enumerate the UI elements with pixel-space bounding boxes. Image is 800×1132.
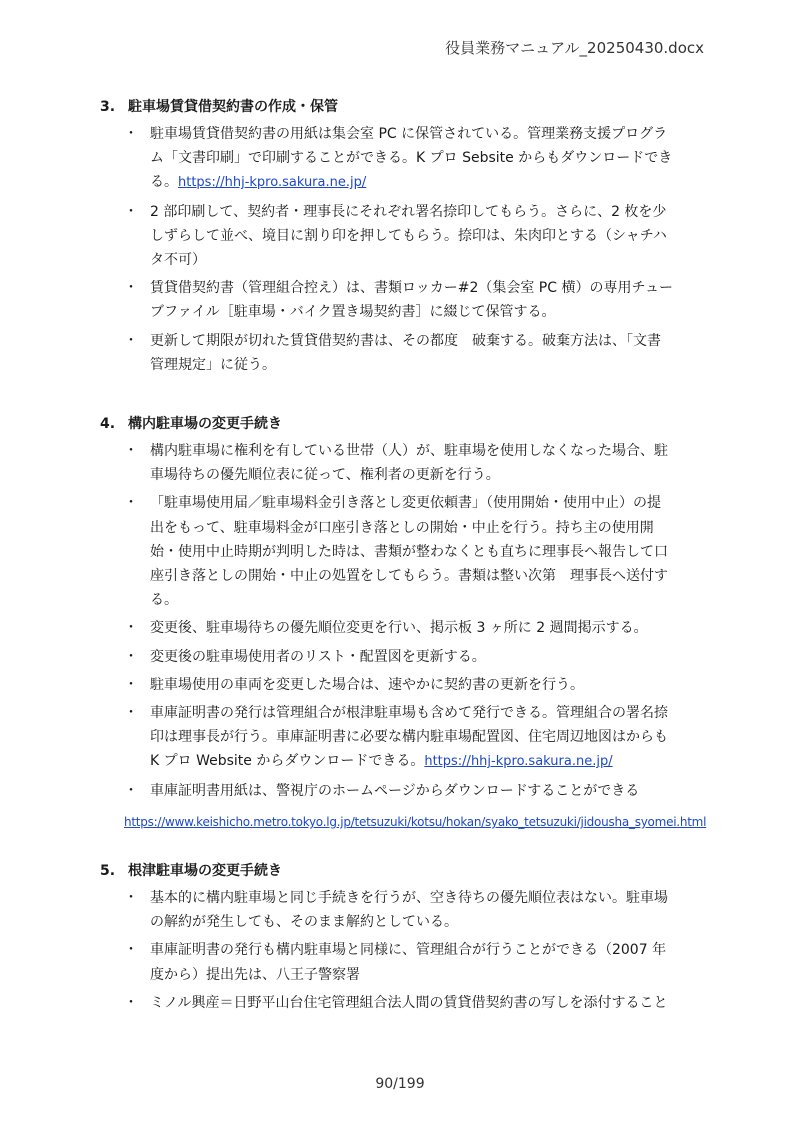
section-number: 4. <box>100 416 116 432</box>
list-item: ・ 2 部印刷して、契約者・理事長にそれぞれ署名捺印してもらう。さらに、2 枚を少 しずらして並べ、境目に割り印を押してもらう。捺印は、朱肉印とする（シャチハ タ不可） <box>100 200 705 273</box>
bullet: ・ <box>124 782 138 799</box>
section-4 <box>100 413 705 803</box>
bullet: ・ <box>124 890 138 906</box>
bullet: ・ <box>124 676 138 693</box>
section-title: 構内駐車場の変更手続き <box>128 416 282 432</box>
list-item: ・ 車庫証明書用紙は、警視庁のホームページからダウンロードすることができる <box>100 779 705 803</box>
bullet: ・ <box>124 332 138 349</box>
list-item: ・ 賃貸借契約書（管理組合控え）は、書類ロッカー#2（集会室 PC 横）の専用チュー ブファイル［駐車場・バイク置き場契約書］に綴じて保管する。 <box>100 276 705 324</box>
section-title: 駐車場賃貸借契約書の作成・保管 <box>128 99 338 115</box>
list-item: ・ 更新して期限が切れた賃貸借契約書は、その都度 破棄する。破棄方法は、「文書 管理規定」に従う。 <box>100 329 705 377</box>
list-item: ・ 「駐車場使用届／駐車場料金引き落とし変更依頼書」（使用開始・使用中止）の提 出をもって、駐車場料金が口座引き落としの開始・中止を行う。持ち主の使用開 始・使用中止時期が判明した時は、書類が整わなくとも直ちに理事長へ報告して口 座引き落としの開始・中止の処置をしてもらう。書類は整い次第 理事長へ送付す る。 <box>100 491 705 612</box>
section-number: 5. <box>100 863 116 879</box>
document-filename: 役員業務マニュアル_20250430.docx <box>445 39 704 57</box>
list-item: ・ ミノル興産＝日野平山台住宅管理組合法人間の賃貸借契約書の写しを添付すること <box>100 991 705 1015</box>
bullet: ・ <box>124 203 138 220</box>
list-item: ・ 基本的に構内駐車場と同じ手続きを行うが、空き待ちの優先順位表はない。駐車場 の解約が発生しても、そのまま解約としている。 <box>100 886 705 934</box>
bullet: ・ <box>124 942 138 959</box>
list-item: ・ 駐車場賃貸借契約書の用紙は集会室 PC に保管されている。管理業務支援プログラ ム「文書印刷」で印刷することができる。K プロ Sebsite からもダウンロードでき る。https://hhj-kpro.sakura.ne.jp/ <box>100 122 705 196</box>
bullet: ・ <box>124 280 138 297</box>
list-item: ・ 駐車場使用の車両を変更した場合は、速やかに契約書の更新を行う。 <box>100 673 705 697</box>
keishicho-link[interactable]: https://www.keishicho.metro.tokyo.lg.jp/tetsuzuki/kotsu/hokan/syako_tetsuzuki/jidousha_syomei.html <box>124 815 707 829</box>
list-item: ・ 構内駐車場に権利を有している世帯（人）が、駐車場を使用しなくなった場合、駐 車場待ちの優先順位表に従って、権利者の更新を行う。 <box>100 439 705 487</box>
kpro-website-link[interactable]: https://hhj-kpro.sakura.ne.jp/ <box>424 754 613 770</box>
bullet: ・ <box>124 126 138 142</box>
section-title: 根津駐車場の変更手続き <box>128 863 282 879</box>
bullet: ・ <box>124 620 138 637</box>
bullet: ・ <box>124 994 138 1011</box>
section-5 <box>100 860 705 1015</box>
bullet: ・ <box>124 705 138 722</box>
section-number: 3. <box>100 99 116 115</box>
list-item: ・ 車庫証明書の発行も構内駐車場と同様に、管理組合が行うことができる（2007 年 度から）提出先は、八王子警察署 <box>100 938 705 986</box>
bullet: ・ <box>124 648 138 665</box>
section-3 <box>100 96 705 377</box>
bullet: ・ <box>124 443 138 459</box>
kpro-website-link[interactable]: https://hhj-kpro.sakura.ne.jp/ <box>178 175 367 191</box>
list-item: ・ 変更後、駐車場待ちの優先順位変更を行い、掲示板 3 ヶ所に 2 週間掲示する。 <box>100 616 705 640</box>
bullet: ・ <box>124 495 138 512</box>
list-item: ・ 車庫証明書の発行は管理組合が根津駐車場も含めて発行できる。管理組合の署名捺 印は理事長が行う。車庫証明書に必要な構内駐車場配置図、住宅周辺地図はからも K プロ Website からダウンロードできる。https://hhj-kpro.sakura.ne.jp/ <box>100 701 705 775</box>
page-number: 90/199 <box>375 1076 425 1092</box>
list-item: ・ 変更後の駐車場使用者のリスト・配置図を更新する。 <box>100 645 705 669</box>
